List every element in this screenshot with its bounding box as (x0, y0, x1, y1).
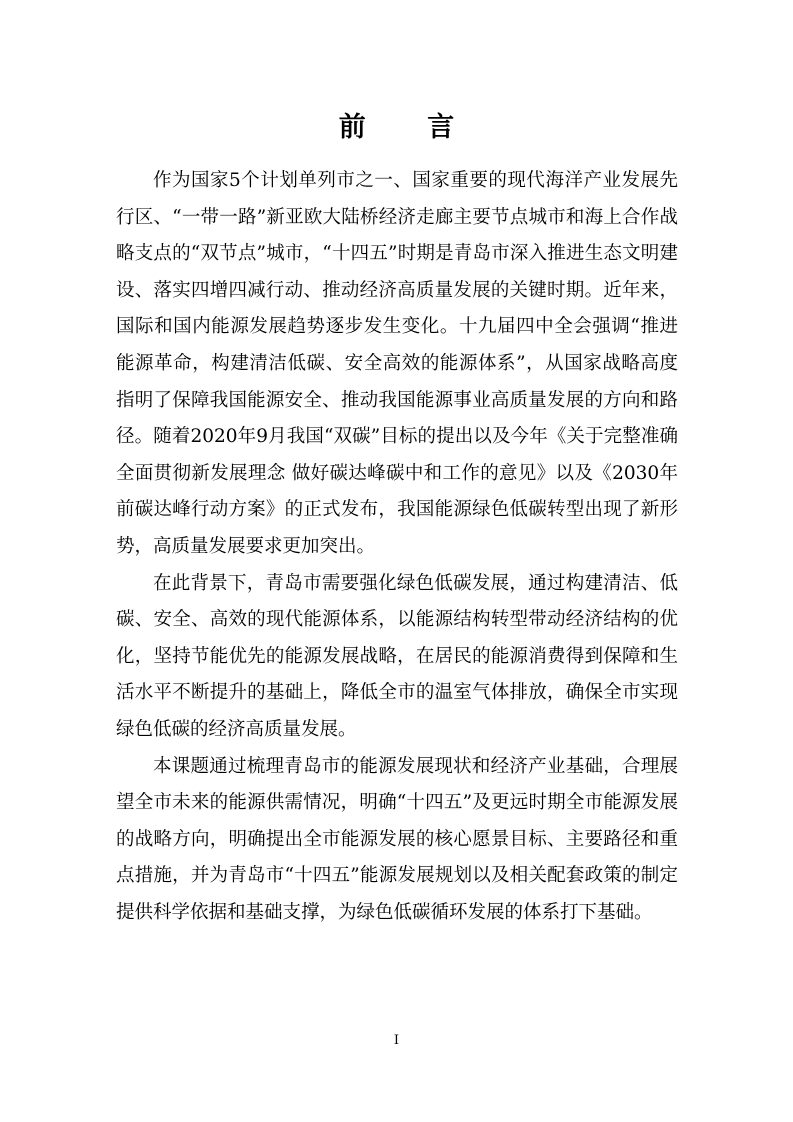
body-text (116, 163, 678, 931)
page-title: 前 言 (338, 112, 481, 143)
paragraph-3: 本课题通过梳理青岛市的能源发展现状和经济产业基础，合理展望全市未来的能源供需情况，明确“十四五”及更远时期全市能源发展的战略方向，明确提出全市能源发展的核心愿景目标、主要路径和重点措施，并为青岛市“十四五”能源发展规划以及相关配套政策的制定提供科学依据和基础支撑，为绿色低碳循环发展的体系打下基础。 (116, 755, 678, 923)
paragraph-2: 在此背景下，青岛市需要强化绿色低碳发展，通过构建清洁、低碳、安全、高效的现代能源体系，以能源结构转型带动经济结构的优化，坚持节能优先的能源发展战略，在居民的能源消费得到保障和生活水平不断提升的基础上，降低全市的温室气体排放，确保全市实现绿色低碳的经济高质量发展。 (116, 572, 678, 740)
paragraph-1: 作为国家5个计划单列市之一、国家重要的现代海洋产业发展先行区、“一带一路”新亚欧大陆桥经济走廊主要节点城市和海上合作战略支点的“双节点”城市，“十四五”时期是青岛市深入推进生态文明建设、落实四增四减行动、推动经济高质量发展的关键时期。近年来，国际和国内能源发展趋势逐步发生变化。十九届四中全会强调“推进能源革命，构建清洁低碳、安全高效的能源体系”，从国家战略高度指明了保障我国能源安全、推动我国能源事业高质量发展的方向和路径。随着2020年9月我国“双碳”目标的提出以及今年《关于完整准确全面贯彻新发展理念 做好碳达峰碳中和工作的意见》以及《2030年前碳达峰行动方案》的正式发布，我国能源绿色低碳转型出现了新形势，高质量发展要求更加突出。 (116, 170, 678, 557)
page-number: I (393, 1033, 400, 1048)
